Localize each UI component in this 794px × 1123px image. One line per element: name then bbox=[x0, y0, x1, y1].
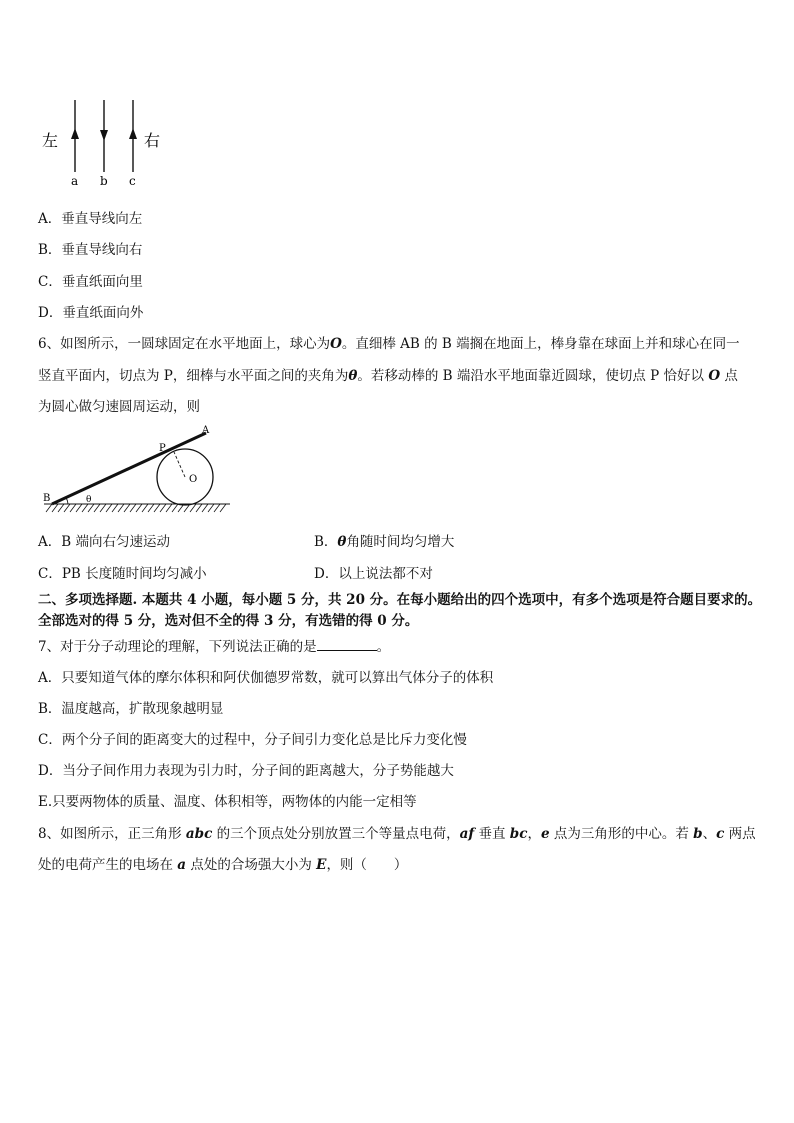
q6-option-b: B．θ角随时间均匀增大 bbox=[314, 534, 455, 550]
q7-option-d: D．当分子间作用力表现为引力时，分子间的距离越大，分子势能越大 bbox=[38, 763, 454, 779]
q6-theta: θ bbox=[348, 368, 358, 384]
ground-hatching bbox=[46, 504, 226, 512]
theta-arc bbox=[66, 498, 68, 505]
q6-option-a: A．B 端向右匀速运动 bbox=[38, 534, 170, 550]
wire-c-label: c bbox=[129, 174, 136, 188]
wire-b-arrow-down-icon bbox=[100, 130, 108, 141]
q6-option-d: D．以上说法都不对 bbox=[314, 566, 433, 582]
wire-b-label: b bbox=[100, 174, 108, 188]
wire-a-label: a bbox=[71, 174, 79, 188]
q7-option-c: C．两个分子间的距离变大的过程中，分子间引力变化总是比斥力变化慢 bbox=[38, 732, 467, 748]
q6-center-o: O bbox=[330, 336, 342, 352]
wires-figure bbox=[38, 96, 188, 192]
section2-line-1: 二、多项选择题. 本题共 4 小题，每小题 5 分，共 20 分。在每小题给出的四个选项中，有多个选项是符合题目要求的。 bbox=[38, 592, 762, 608]
q7-option-a: A．只要知道气体的摩尔体积和阿伏伽德罗常数，就可以算出气体分子的体积 bbox=[38, 670, 494, 686]
q7-option-b: B．温度越高，扩散现象越明显 bbox=[38, 701, 224, 717]
q5-option-c: C．垂直纸面向里 bbox=[38, 274, 143, 290]
q5-option-b: B．垂直导线向右 bbox=[38, 242, 143, 258]
q7-stem: 7、对于分子动理论的理解，下列说法正确的是 。 bbox=[38, 639, 391, 655]
q8-stem-line-2: 处的电荷产生的电场在 a 点处的合场强大小为 E，则（ ） bbox=[38, 857, 408, 873]
label-b: B bbox=[43, 493, 51, 504]
radius-op bbox=[174, 452, 185, 477]
q6-stem-line-2: 竖直平面内，切点为 P，细棒与水平面之间的夹角为θ。若移动棒的 B 端沿水平地面靠近圆球，使切点 P 恰好以 O 点 bbox=[38, 368, 738, 384]
q7-option-e: E.只要两物体的质量、温度、体积相等，两物体的内能一定相等 bbox=[38, 794, 417, 810]
ball-rod-figure bbox=[38, 420, 238, 518]
rod-ab bbox=[52, 433, 206, 504]
q5-option-a: A．垂直导线向左 bbox=[38, 211, 143, 227]
answer-blank bbox=[317, 638, 377, 651]
label-p: P bbox=[159, 443, 166, 454]
section2-line-2: 全部选对的得 5 分，选对但不全的得 3 分，有选错的得 0 分。 bbox=[38, 613, 419, 629]
q6-stem-line-1: 6、如图所示，一圆球固定在水平地面上，球心为O。直细棒 AB 的 B 端搁在地面上，棒身靠在球面上并和球心在同一 bbox=[38, 336, 740, 352]
wire-a-arrow-up-icon bbox=[71, 128, 79, 139]
right-label: 右 bbox=[144, 131, 161, 150]
q5-option-d: D．垂直纸面向外 bbox=[38, 305, 144, 321]
label-o: O bbox=[189, 474, 198, 485]
label-theta: θ bbox=[86, 495, 92, 505]
q6-stem-line-3: 为圆心做匀速圆周运动，则 bbox=[38, 399, 200, 415]
q8-stem-line-1: 8、如图所示，正三角形 abc 的三个顶点处分别放置三个等量点电荷，af 垂直 bc，e 点为三角形的中心。若 b、c 两点 bbox=[38, 826, 756, 842]
q6-option-c: C．PB 长度随时间均匀减小 bbox=[38, 566, 207, 582]
wire-c-arrow-up-icon bbox=[129, 128, 137, 139]
left-label: 左 bbox=[42, 131, 59, 150]
label-a: A bbox=[202, 425, 210, 436]
